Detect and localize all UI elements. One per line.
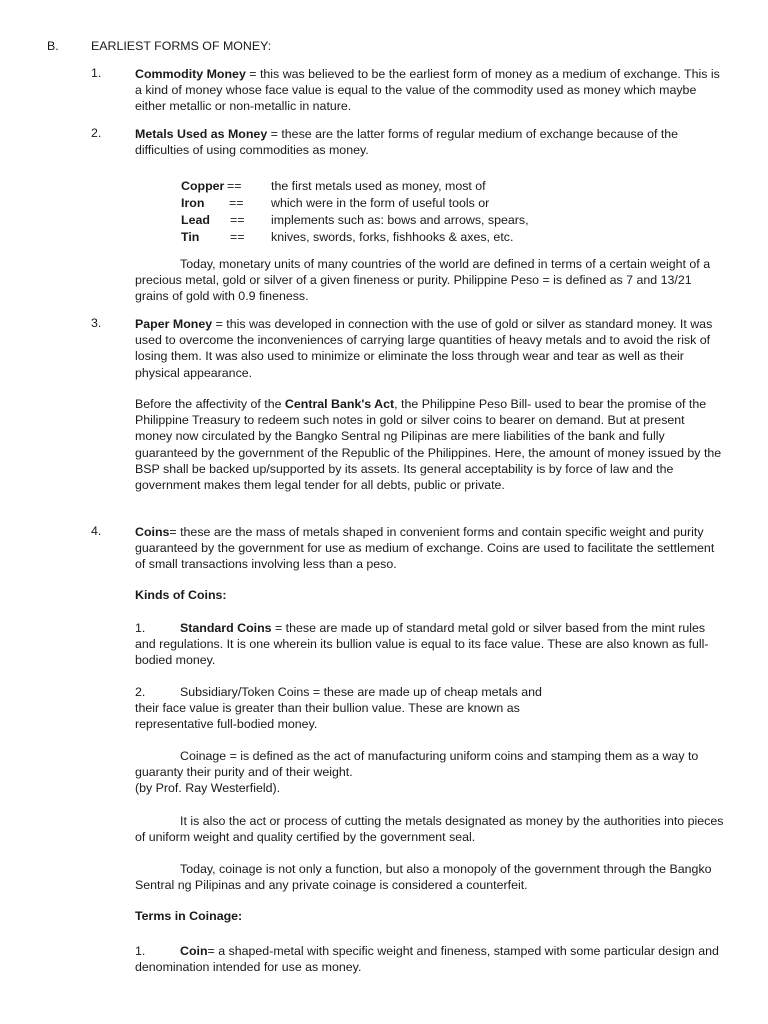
item-number-4: 4. — [91, 524, 102, 538]
today-monetary-paragraph: Today, monetary units of many countries of the world are defined in terms of a certain weight of a precious metal, gold or silver of a given fineness or purity. Philippine Peso = is defined as 7 and 13/21 grains of gold with 0.9 fineness. — [135, 257, 711, 304]
coinage-monopoly-paragraph: Today, coinage is not only a function, but also a monopoly of the government through the Bangko Sentral ng Pilipinas and any private coinage is considered a counterfeit. — [135, 862, 712, 893]
term-commodity-money: Commodity Money — [135, 67, 246, 81]
coin-term-paragraph: 1. Coin= a shaped-metal with specific weight and fineness, stamped with some particular design and denomination intended for use as money. — [135, 944, 719, 975]
metals-table-names — [181, 178, 224, 246]
metal-desc-2: implements such as: bows and arrows, spears, — [271, 213, 529, 227]
kinds-of-coins-heading: Kinds of Coins: — [135, 588, 227, 602]
terms-in-coinage-heading: Terms in Coinage: — [135, 909, 243, 923]
coinage-act-paragraph: It is also the act or process of cutting the metals designated as money by the authorities into pieces of uniform weight and quality certified by the government seal. — [135, 814, 724, 845]
central-bank-paragraph: Before the affectivity of the Central Bank's Act, the Philippine Peso Bill- used to bear the promise of the Philippine Treasury to redeem such notes in gold or silver coins to bearer on demand. But at present money now circulated by the Bangko Sentral ng Pilipinas are mere liabilities of the bank and fully guaranteed by the government of the Republic of the Philippines. Here, the amount of money issued by the BSP shall be backed up/supported by its assets. Its general acceptability is by force of law and the government makes them legal tender for all debts, public or private. — [135, 397, 722, 493]
item-number-1: 1. — [91, 66, 102, 80]
term-metals: Metals Used as Money — [135, 127, 268, 141]
metal-name-1: Iron — [181, 196, 205, 210]
term-coins: Coins — [135, 525, 170, 539]
section-title: EARLIEST FORMS OF MONEY: — [91, 39, 272, 53]
term-paper-money: Paper Money — [135, 317, 213, 331]
metal-sep-1: == — [229, 196, 244, 210]
coins-paragraph — [135, 524, 725, 573]
commodity-money-paragraph — [135, 66, 725, 115]
item-number-2: 2. — [91, 126, 102, 140]
metal-name-0: Copper — [181, 179, 225, 193]
paper-money-paragraph — [135, 316, 725, 381]
coinage-definition-paragraph: Coinage = is defined as the act of manufacturing uniform coins and stamping them as a way to guaranty their purity and of their weight. (by Prof. Ray Westerfield). — [135, 749, 699, 796]
section-letter: B. — [47, 39, 59, 53]
metal-sep-3: == — [230, 230, 245, 244]
coins-text: = these are the mass of metals shaped in convenient forms and contain specific weight and purity guaranteed by the government for use as medium of exchange. Coins are used to facilitate the settlement of small transactions involving less than a peso. — [135, 525, 715, 572]
paper-money-text: = this was developed in connection with the use of gold or silver as standard money. It was used to overcome the inconveniences of carrying large quantities of heavy metals and to avoid the risk of losing them. It was also used to minimize or eliminate the loss through wear and tear as well as their physical appearance. — [135, 317, 713, 380]
metal-sep-0: == — [227, 179, 242, 193]
item-number-3: 3. — [91, 316, 102, 330]
commodity-money-text: = this was believed to be the earliest form of money as a medium of exchange. This is a kind of money whose face value is equal to the value of the commodity used as money which maybe either metallic or non-metallic in nature. — [135, 67, 720, 114]
subsidiary-coins-paragraph: 2. Subsidiary/Token Coins = these are made up of cheap metals and their face value is greater than their bullion value. These are known as representative full-bodied money. — [135, 685, 542, 732]
metal-name-2: Lead — [181, 213, 210, 227]
metals-table-equals — [229, 178, 244, 246]
standard-coins-paragraph: 1. Standard Coins = these are made up of standard metal gold or silver based from the mint rules and regulations. It is one wherein its bullion value is equal to its face value. These are also known as full-bodied money. — [135, 621, 709, 668]
metals-table-desc — [271, 178, 529, 246]
metal-desc-0: the first metals used as money, most of — [271, 179, 486, 193]
metal-desc-1: which were in the form of useful tools or — [271, 196, 490, 210]
metal-desc-3: knives, swords, forks, fishhooks & axes, etc. — [271, 230, 514, 244]
metal-name-3: Tin — [181, 230, 200, 244]
metals-paragraph — [135, 126, 725, 158]
metals-text: = these are the latter forms of regular medium of exchange because of the difficulties of using commodities as money. — [135, 127, 679, 158]
metal-sep-2: == — [230, 213, 245, 227]
